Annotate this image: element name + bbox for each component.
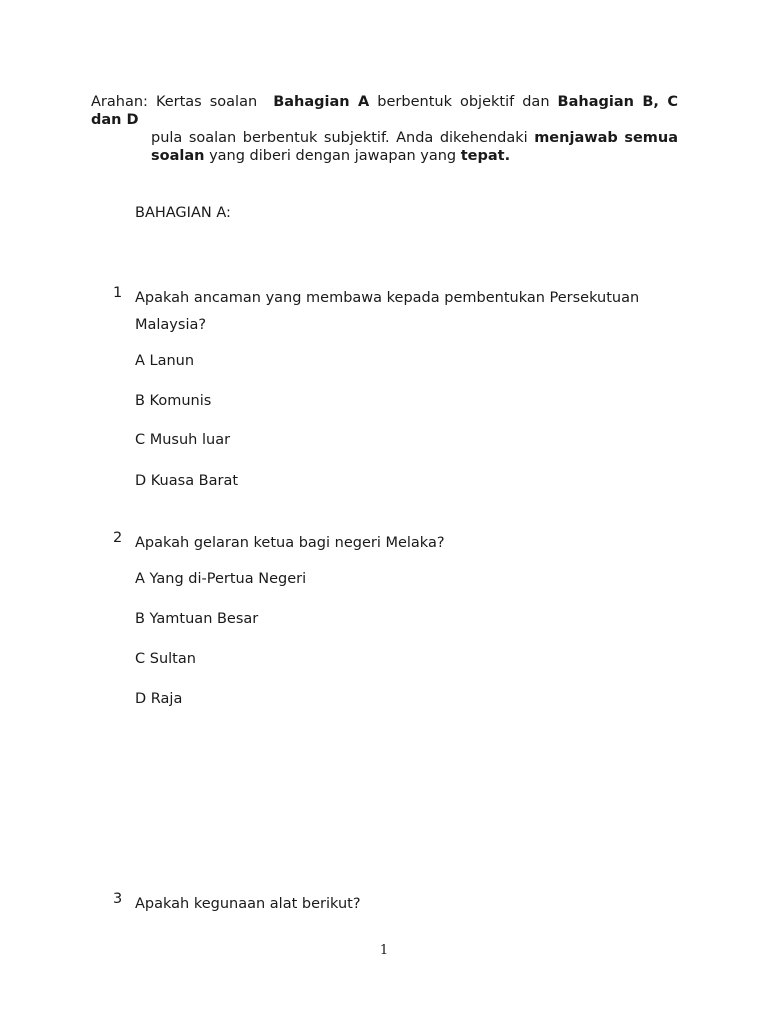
bold-tepat: tepat. — [460, 148, 511, 164]
question-text: Apakah gelaran ketua bagi negeri Melaka? — [135, 535, 445, 551]
question-text: Apakah kegunaan alat berikut? — [135, 896, 361, 912]
option-2b: B Yamtuan Besar — [135, 611, 259, 627]
question-number: 2 — [113, 530, 123, 546]
option-2a: A Yang di-Pertua Negeri — [135, 571, 307, 587]
question-number: 1 — [113, 285, 123, 301]
instructions-text: berbentuk objektif dan — [377, 94, 550, 110]
arahan-label: Arahan: — [91, 94, 148, 110]
bold-bahagian-bc: Bahagian B, C — [557, 94, 679, 110]
instructions-text: Kertas soalan — [155, 94, 258, 110]
option-1c: C Musuh luar — [135, 432, 231, 448]
option-2d: D Raja — [135, 691, 183, 707]
bold-bahagian-a: Bahagian A — [273, 94, 370, 110]
bold-dan-d: dan D — [91, 112, 139, 128]
option-1d: D Kuasa Barat — [135, 473, 239, 489]
option-1b: B Komunis — [135, 393, 212, 409]
question-number: 3 — [113, 891, 123, 907]
question-text: Apakah ancaman yang membawa kepada pembentukan Persekutuan Malaysia? — [135, 290, 640, 333]
instructions-paragraph — [91, 93, 678, 165]
bold-semua-soalan: semua soalan — [151, 130, 678, 164]
instructions-text: yang diberi dengan jawapan yang — [209, 148, 457, 164]
instructions-line-1 — [91, 93, 678, 111]
instructions-text: pula soalan berbentuk subjektif. Anda dikehendaki — [151, 130, 528, 146]
bold-menjawab: menjawab — [534, 130, 618, 146]
page-number: 1 — [379, 943, 389, 958]
section-title: BAHAGIAN A: — [135, 205, 231, 221]
option-2c: C Sultan — [135, 651, 196, 667]
option-1a: A Lanun — [135, 353, 195, 369]
instructions-continuation — [151, 129, 678, 165]
